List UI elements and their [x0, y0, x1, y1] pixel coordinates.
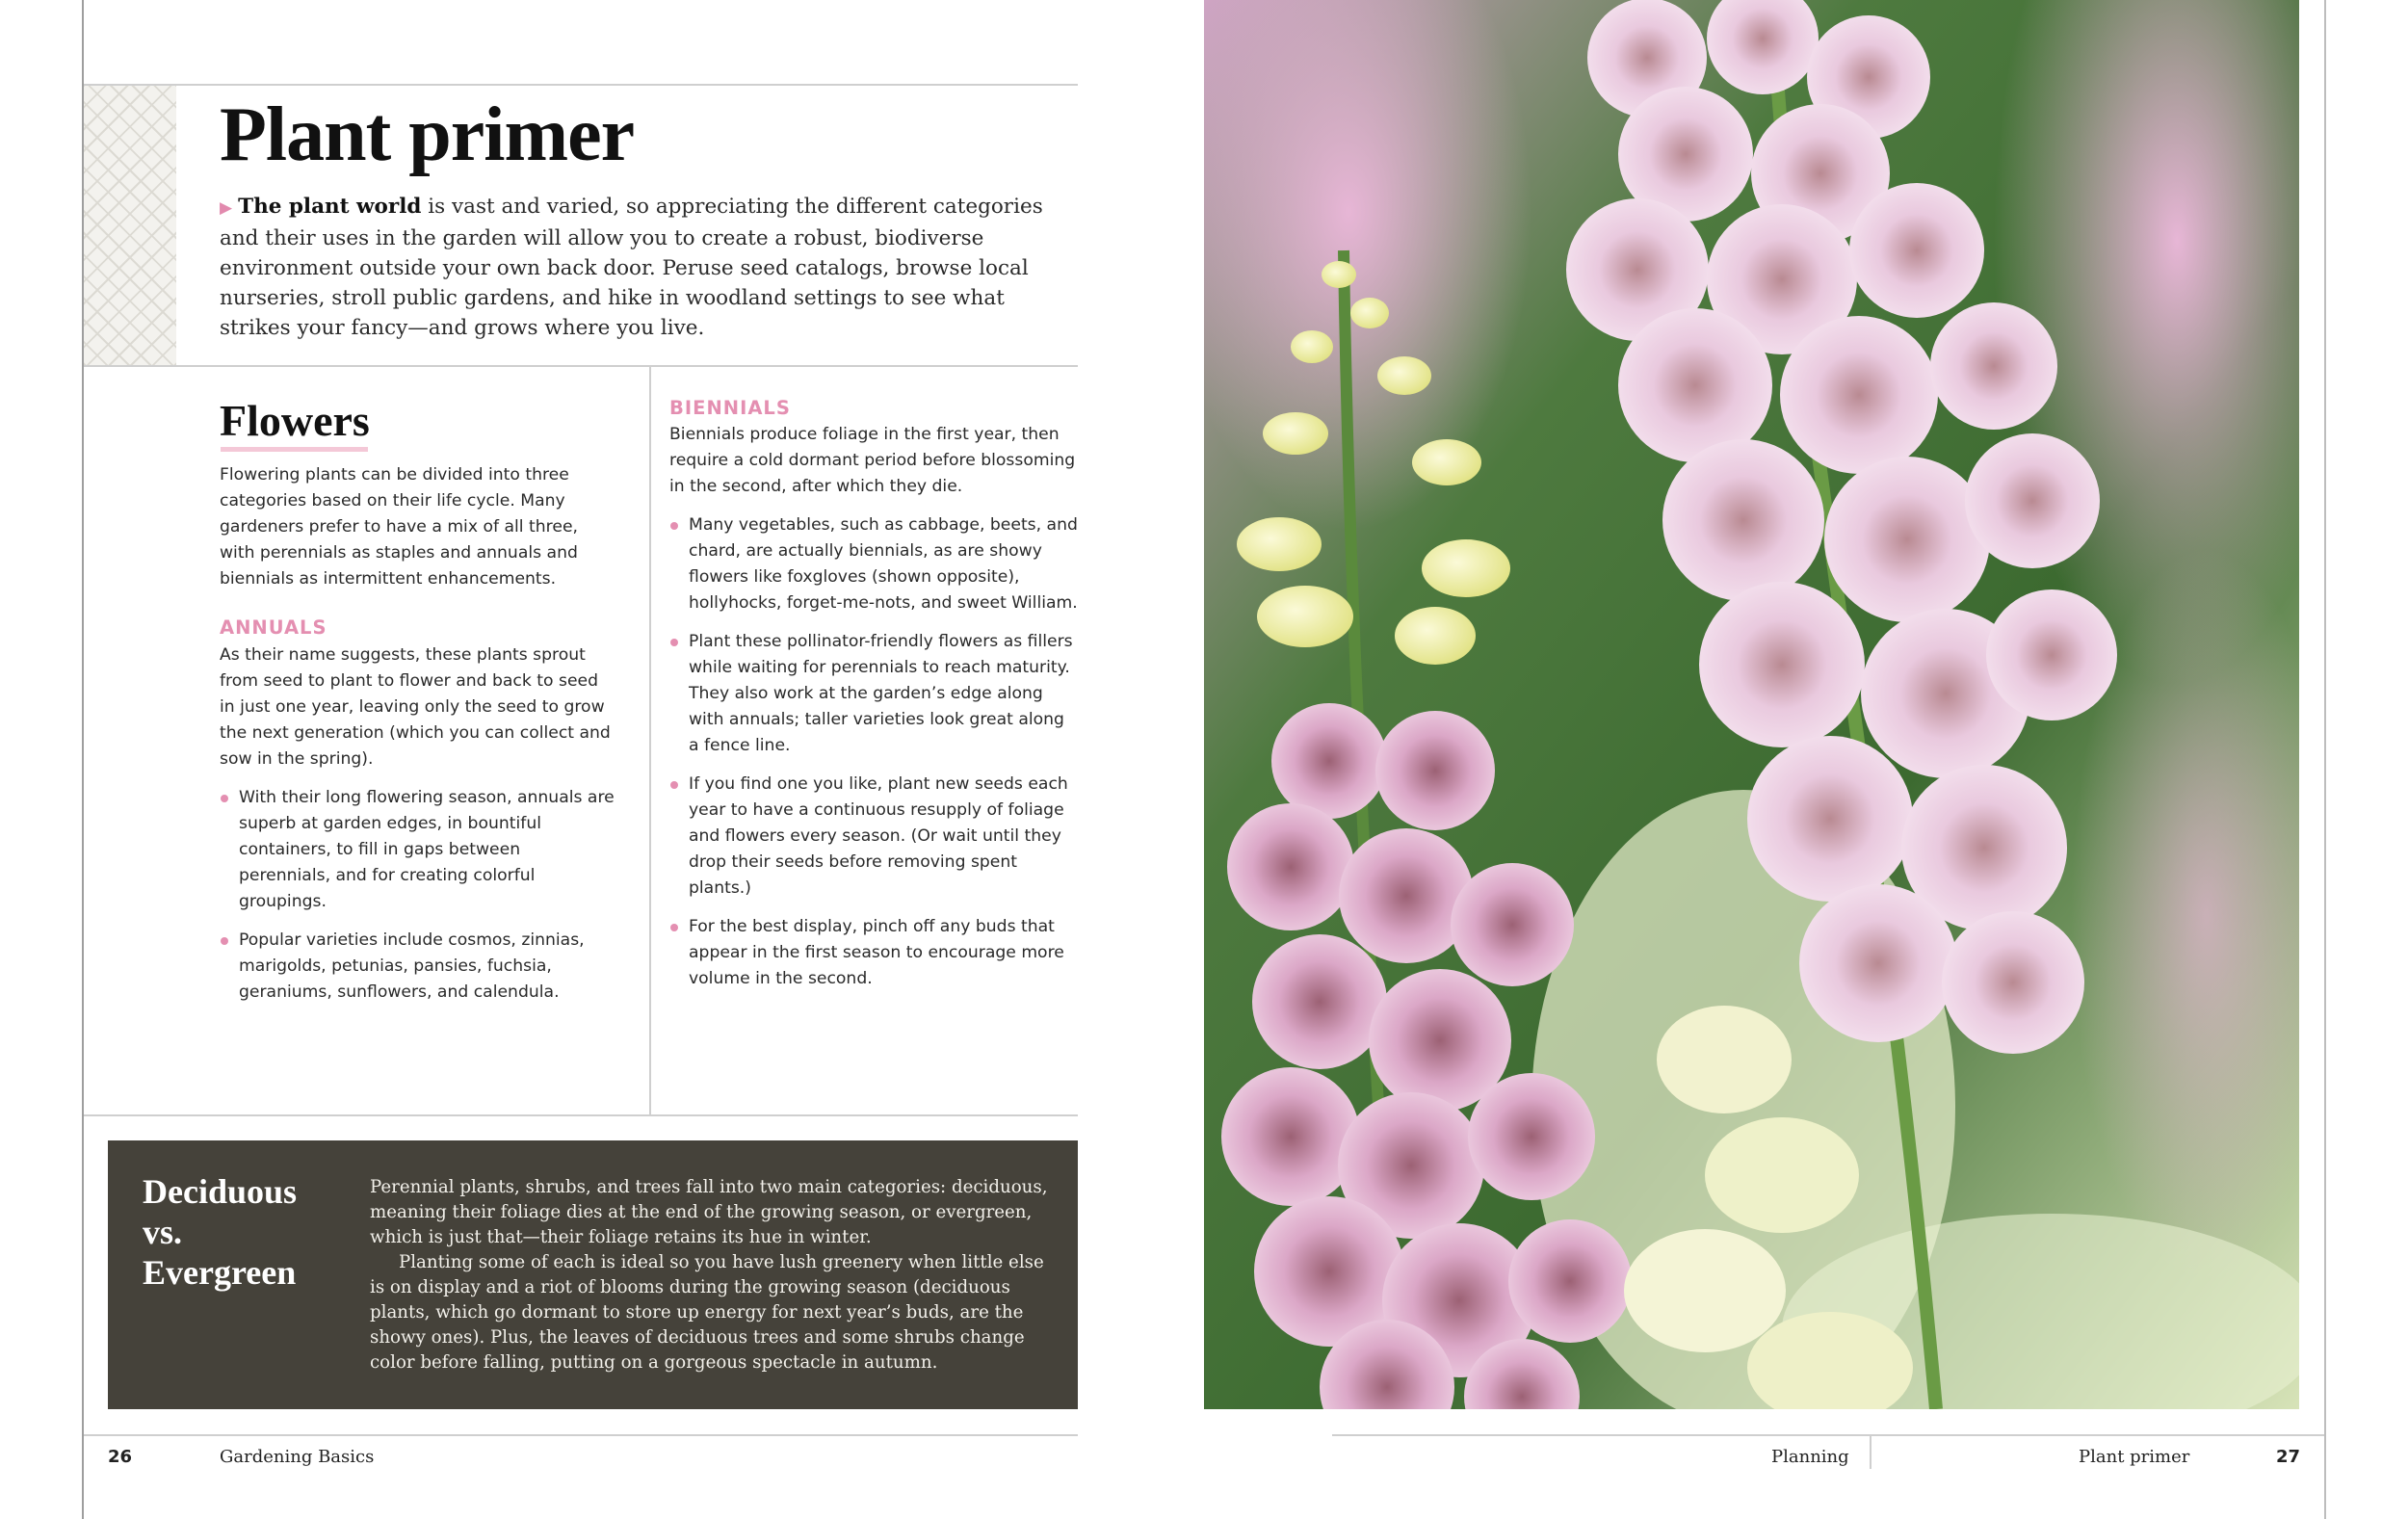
- footer-title-right: Plant primer: [2079, 1447, 2190, 1467]
- list-item: Popular varieties include cosmos, zinnias, marigolds, petunias, pansies, fuchsia, geraniums, sunflowers, and calendula.: [220, 928, 615, 1006]
- biennials-bullet-list: [669, 512, 1078, 992]
- sidebar-paragraph: Planting some of each is ideal so you have lush greenery when little else is on display and a riot of blooms during the growing season (deciduous plants, which go dormant to store up energy for next year’s buds, are the showy ones). Plus, the leaves of deciduous trees and some shrubs change color before falling, putting on a gorgeous spectacle in autumn.: [370, 1252, 1044, 1373]
- page-number-right: 27: [2276, 1447, 2301, 1467]
- biennials-heading: BIENNIALS: [669, 397, 791, 419]
- bullet-dot-icon: [670, 522, 678, 530]
- intro-lead: The plant world: [238, 195, 422, 219]
- right-page-edge: [2324, 0, 2326, 1519]
- sidebar-title: Deciduous vs. Evergreen: [143, 1172, 298, 1292]
- annuals-text: As their name suggests, these plants sprout from seed to plant to flower and back to seed in just one year, leaving only the seed to grow the next generation (which you can collect and sow in the spring).: [220, 645, 611, 769]
- list-item: For the best display, pinch off any buds that appear in the first season to encourage more volume in the second.: [669, 914, 1078, 992]
- foxglove-illustration: [1204, 0, 2299, 1409]
- bullet-dot-icon: [670, 781, 678, 789]
- heading-underline: [221, 447, 368, 452]
- section-heading-flowers: Flowers: [220, 396, 370, 445]
- sidebar-text: [370, 1175, 1054, 1375]
- footer-rule-right: [1332, 1434, 2324, 1436]
- list-item: Plant these pollinator-friendly flowers as fillers while waiting for perennials to reach maturity. They also work at the garden’s edge along with annuals; taller varieties look great along a fence line.: [669, 629, 1078, 759]
- column-divider: [649, 367, 651, 1114]
- list-item: If you find one you like, plant new seeds each year to have a continuous resupply of foliage and flowers every season. (Or wait until they drop their seeds before removing spent plants.): [669, 772, 1078, 902]
- decorative-pattern: [84, 86, 176, 365]
- annuals-bullet-list: [220, 785, 615, 1006]
- bullet-dot-icon: [670, 924, 678, 931]
- intro-paragraph: [220, 192, 1077, 343]
- intro-text: is vast and varied, so appreciating the different categories and their uses in the garden will allow you to create a robust, biodiverse environment outside your own back door. Peruse seed catalogs, browse local nurseries, stroll public gardens, and hike in woodland settings to see what strikes your fancy—and grows where you live.: [220, 195, 1043, 340]
- list-item: Many vegetables, such as cabbage, beets, and chard, are actually biennials, as are showy flowers like foxgloves (shown opposite), hollyhocks, forget-me-nots, and sweet William.: [669, 512, 1078, 616]
- left-column: [220, 462, 615, 1006]
- list-item: With their long flowering season, annuals are superb at garden edges, in bountiful containers, to fill in gaps between perennials, and for creating colorful groupings.: [220, 785, 615, 915]
- footer-divider: [1870, 1436, 1871, 1469]
- sidebar-paragraph: Perennial plants, shrubs, and trees fall into two main categories: deciduous, meaning their foliage dies at the end of the growing season, or evergreen, which is just that—their foliage retains its hue in winter.: [370, 1177, 1048, 1247]
- biennials-text: Biennials produce foliage in the first year, then require a cold dormant period before blossoming in the second, after which they die.: [669, 425, 1076, 496]
- bullet-dot-icon: [221, 795, 228, 802]
- page-number-left: 26: [108, 1447, 133, 1467]
- footer-section-left: Gardening Basics: [220, 1447, 375, 1467]
- bullet-dot-icon: [670, 639, 678, 646]
- flowers-intro: Flowering plants can be divided into three categories based on their life cycle. Many gardeners prefer to have a mix of all three, with perennials as staples and annuals and biennials as intermittent enhancements.: [220, 465, 578, 589]
- sidebar-box: [108, 1140, 1078, 1409]
- footer-rule-left: [84, 1434, 1078, 1436]
- pointer-arrow-icon: ▶: [220, 198, 233, 218]
- page-title: Plant primer: [220, 92, 635, 177]
- footer-chapter-right: Planning: [1771, 1447, 1849, 1467]
- right-column: [669, 396, 1078, 992]
- foxglove-photo: [1204, 0, 2299, 1409]
- top-rule: [84, 84, 1078, 86]
- intro-bottom-rule: [84, 365, 1078, 367]
- bullet-dot-icon: [221, 937, 228, 945]
- section-bottom-rule: [84, 1114, 1078, 1116]
- annuals-heading: ANNUALS: [220, 616, 327, 639]
